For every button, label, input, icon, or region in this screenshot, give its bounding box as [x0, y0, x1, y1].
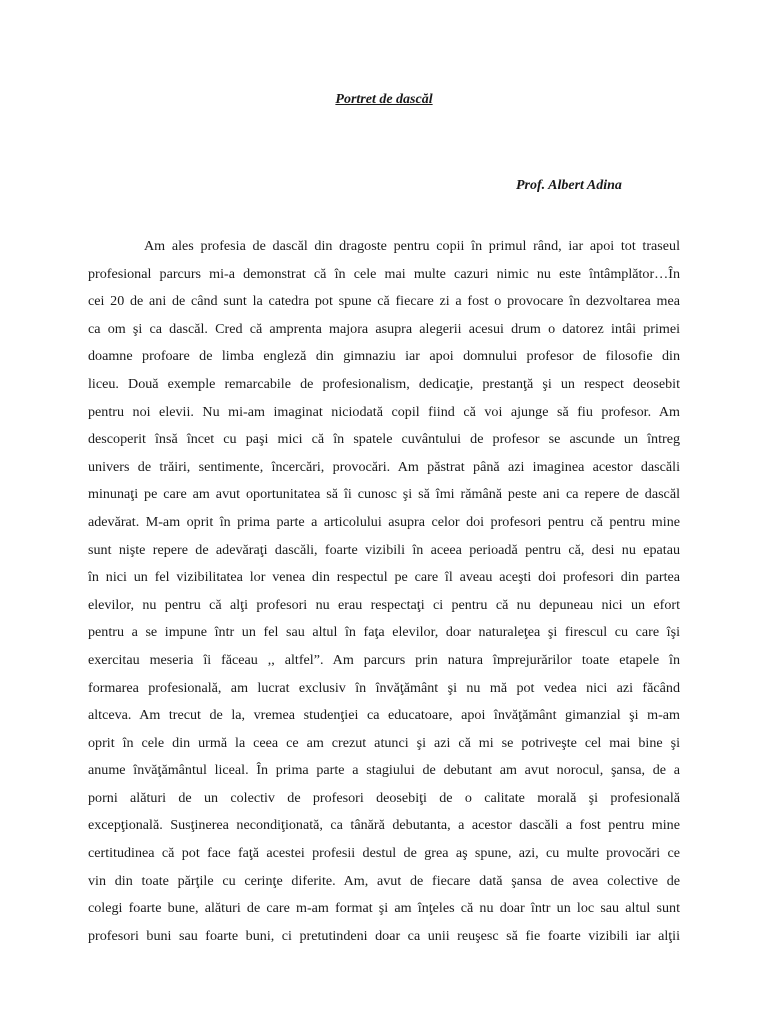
text-line: formarea profesională, am lucrat exclusiv în învăţământ şi nu mă pot vedea nici azi făcând: [88, 679, 680, 696]
text-line: profesional parcurs mi-a demonstrat că în cele mai multe cazuri nimic nu este întâmplător…În: [88, 265, 680, 282]
text-line: Am ales profesia de dascăl din dragoste pentru copii în primul rând, iar apoi tot traseul: [144, 238, 680, 254]
text-line: pentru a se impune într un fel sau altul în faţa elevilor, doar naturaleţea şi firescul cu care îşi: [88, 624, 680, 641]
text-line: exercitau meseria îi făceau ,, altfel”. Am parcurs prin natura împrejurărilor toate etapele în: [88, 651, 680, 668]
text-line: liceu. Două exemple remarcabile de profesionalism, dedicaţie, prestanţă şi un respect deosebit: [88, 375, 680, 392]
author-name: Prof. Albert Adina: [516, 178, 622, 193]
text-line: certitudinea că pot face faţă acestei profesii destul de grea aş spune, azi, cu multe provocări ce: [88, 845, 680, 862]
text-line: univers de trăiri, sentimente, încercări, provocări. Am păstrat până azi imaginea acestor dascăli: [88, 458, 680, 475]
text-line: cei 20 de ani de când sunt la catedra pot spune că fiecare zi a fost o provocare în dezvoltarea mea: [88, 293, 680, 310]
text-line: porni alături de un colectiv de profesori deosebiţi de o calitate morală şi profesională: [88, 789, 680, 806]
text-line: ca om şi ca dascăl. Cred că amprenta majora asupra alegerii acesui drum o datorez intâi primei: [88, 320, 680, 337]
body-paragraph: [88, 236, 680, 953]
text-line: în nici un fel vizibilitatea lor venea din respectul pe care îl aveau aceşti doi profesori din partea: [88, 569, 680, 586]
text-line: oprit în cele din urmă la ceea ce am crezut atunci şi azi că mi se potriveşte cel mai bine şi: [88, 734, 680, 751]
text-line: excepţională. Susţinerea necondiţionată, ca tânără debutanta, a acestor dascăli a fost pentru mine: [88, 817, 680, 834]
document-title: Portret de dascăl: [335, 92, 433, 107]
text-line: colegi foarte bune, alături de care m-am format şi am înţeles că nu doar într un loc sau altul sunt: [88, 900, 680, 917]
text-line: altceva. Am trecut de la, vremea studenţiei ca educatoare, apoi învăţământ gimanzial şi m-am: [88, 707, 680, 724]
text-line: sunt nişte repere de adevăraţi dascăli, foarte vizibili în aceea perioadă pentru că, desi nu epatau: [88, 541, 680, 558]
text-line: doamne profoare de limba engleză din gimnaziu iar apoi domnului profesor de filosofie din: [88, 348, 680, 365]
text-line: minunaţi pe care am avut oportunitatea să îi cunosc şi să îmi rămână peste ani ca repere de dascăl: [88, 486, 680, 503]
text-line: elevilor, nu pentru că alţi profesori nu erau respectaţi ci pentru că nu depuneau nici un efort: [88, 596, 680, 613]
text-line: pentru noi elevii. Nu mi-am imaginat niciodată copil fiind că voi ajunge să fiu profesor. Am: [88, 403, 680, 420]
text-line: vin din toate părţile cu cerinţe diferite. Am, avut de fiecare dată şansa de avea colective de: [88, 872, 680, 889]
text-line: descoperit însă încet cu paşi mici că în spatele cuvântului de profesor se ascunde un întreg: [88, 431, 680, 448]
text-line: profesori buni sau foarte buni, ci pretutindeni doar ca unii reuşesc să fie foarte vizibili iar alţii: [88, 927, 680, 944]
text-line: adevărat. M-am oprit în prima parte a articolului asupra celor doi profesori pentru că pentru mine: [88, 513, 680, 530]
text-line: anume învăţământul liceal. În prima parte a stagiului de debutant am avut norocul, şansa, de a: [88, 762, 680, 779]
